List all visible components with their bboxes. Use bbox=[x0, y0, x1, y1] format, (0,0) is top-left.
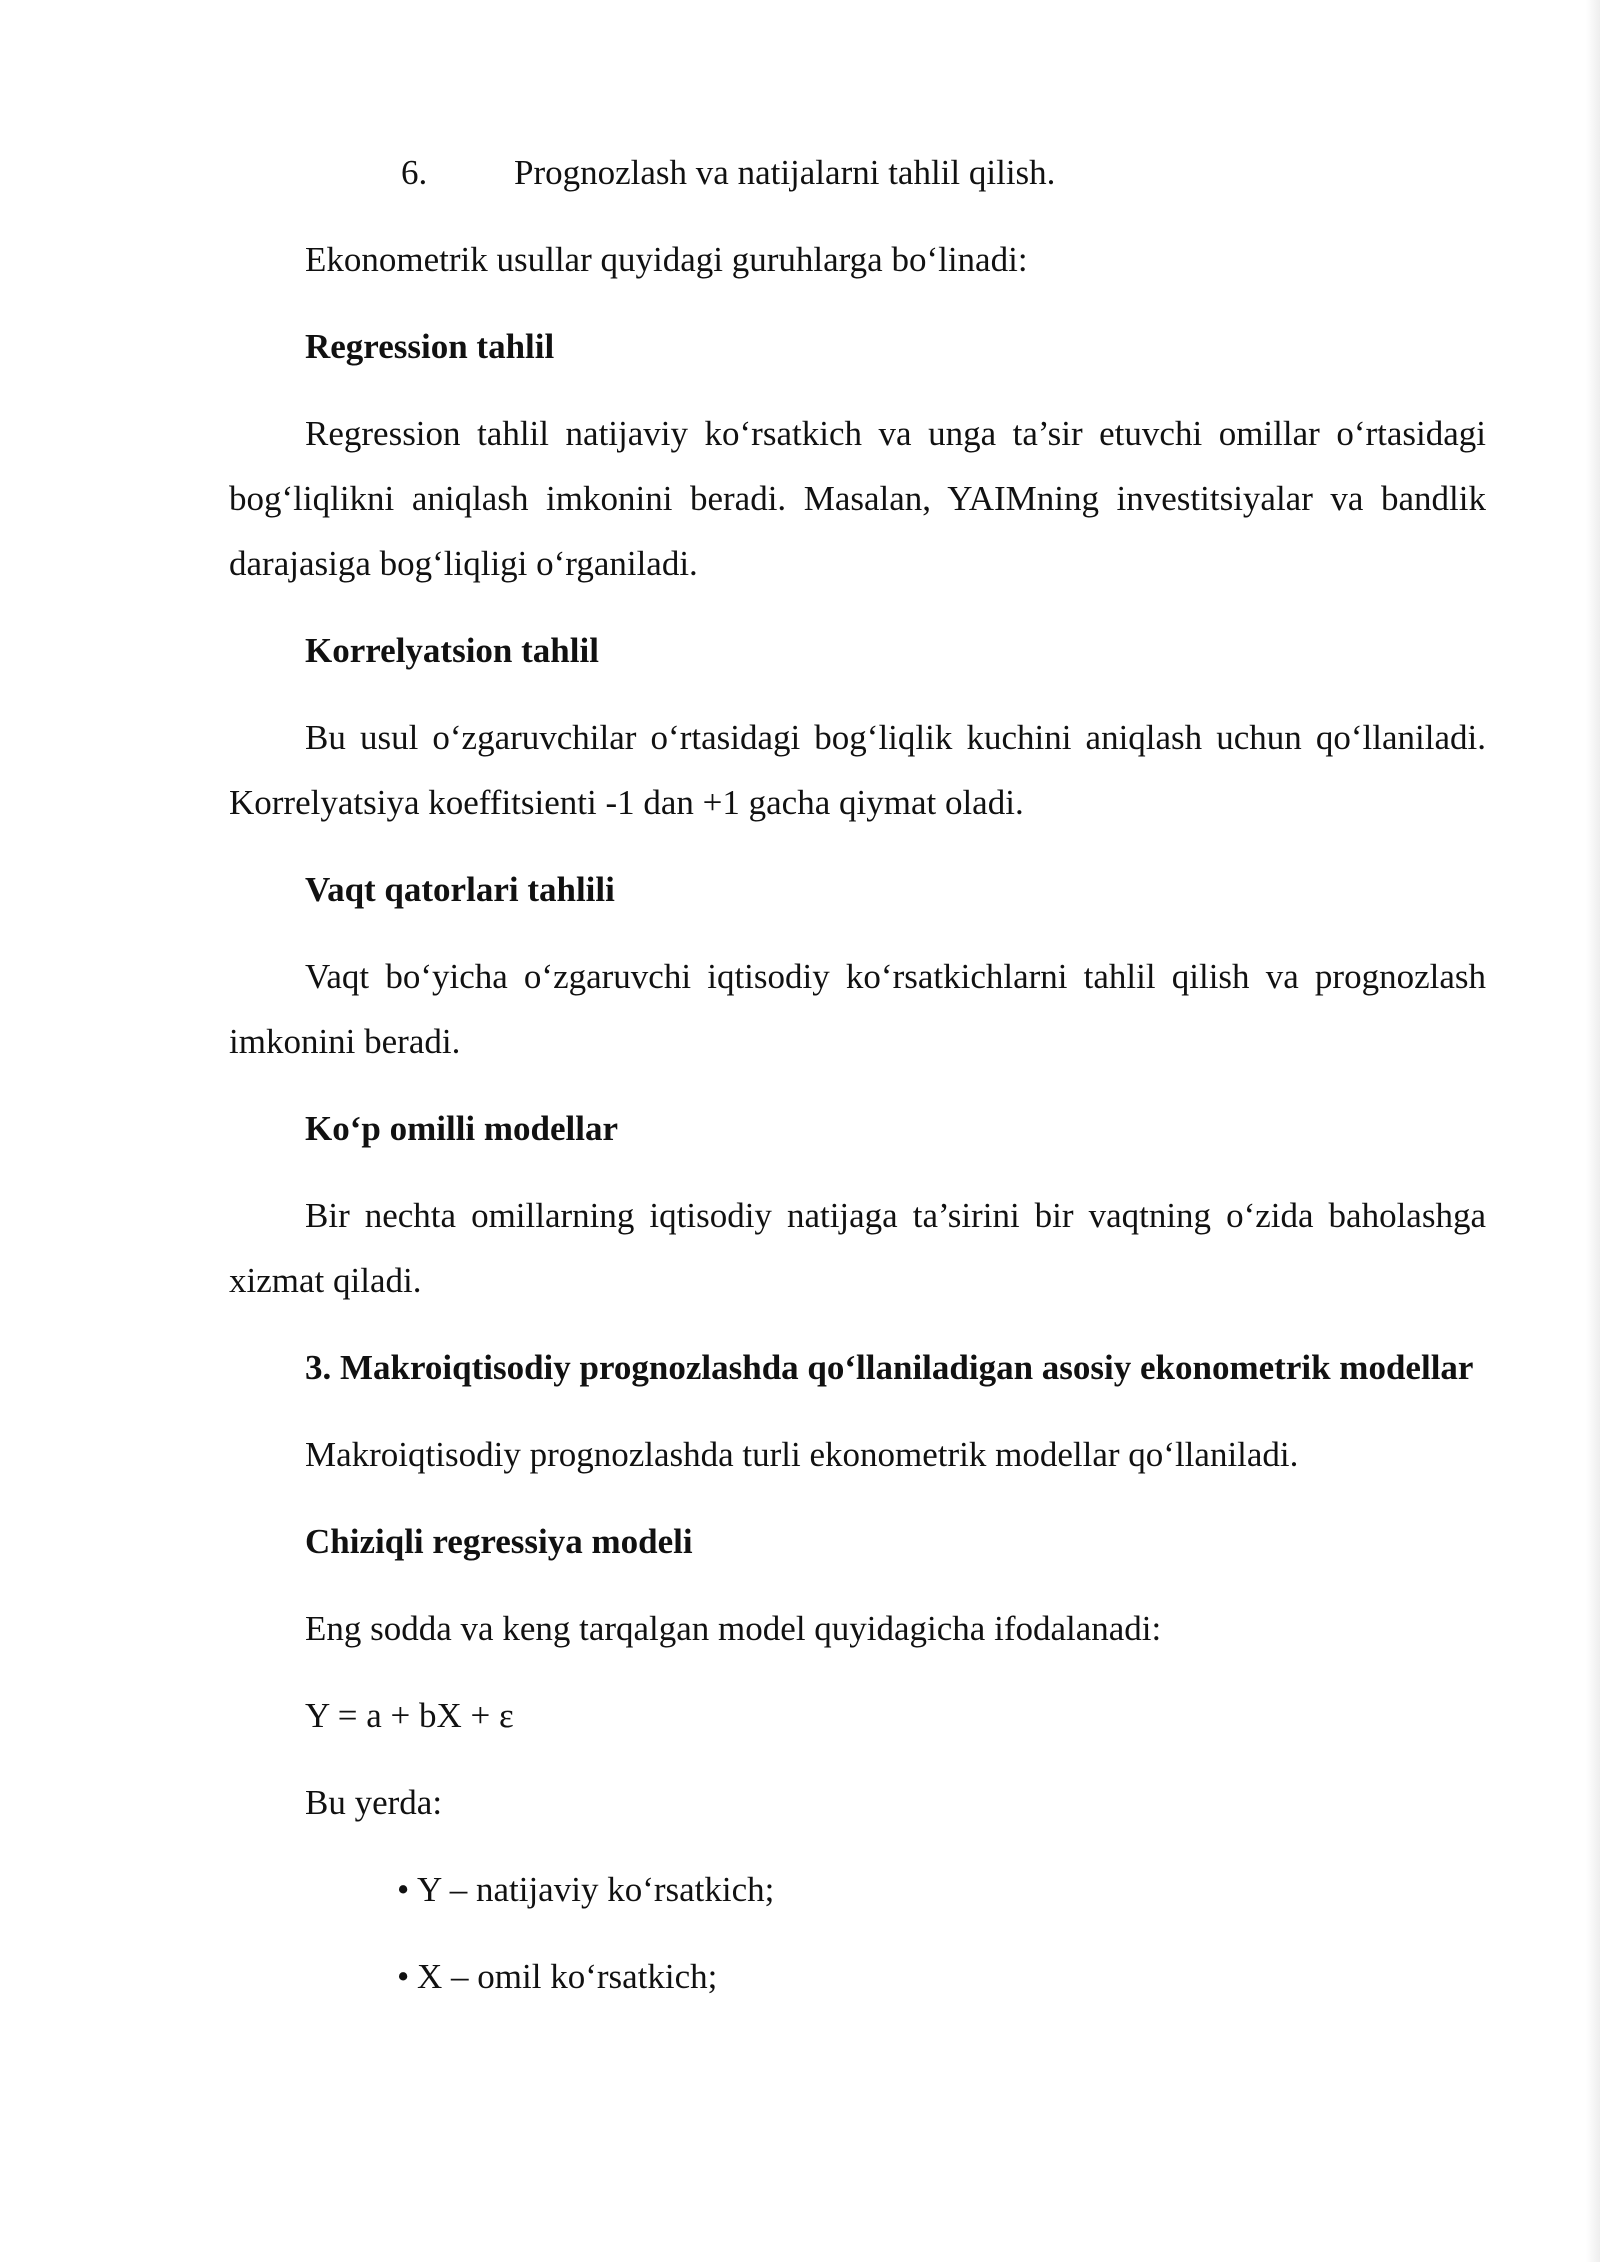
section-heading-correlation: Korrelyatsion tahlil bbox=[305, 631, 599, 670]
section-body-time-series: Vaqt bo‘yicha o‘zgaruvchi iqtisodiy ko‘rsatkichlarni tahlil qilish va prognozlash imkonini beradi. bbox=[229, 957, 1486, 1061]
section-body-regression: Regression tahlil natijaviy ko‘rsatkich va unga ta’sir etuvchi omillar o‘rtasidagi bog‘liqlikni aniqlash imkonini beradi. Masalan, YAIMning investitsiyalar va bandlik darajasiga bog‘liqligi o‘rganiladi. bbox=[229, 414, 1486, 583]
bullet-text: Y – natijaviy ko‘rsatkich; bbox=[417, 1870, 775, 1909]
numbered-list-item bbox=[229, 140, 1486, 205]
list-item-text: Prognozlash va natijalarni tahlil qilish. bbox=[514, 153, 1056, 192]
section-body-multifactor: Bir nechta omillarning iqtisodiy natijaga ta’sirini bir vaqtning o‘zida baholashga xizmat qiladi. bbox=[229, 1196, 1486, 1300]
section-heading-regression: Regression tahlil bbox=[305, 327, 555, 366]
regression-formula: Y = a + bX + ε bbox=[305, 1696, 514, 1735]
chapter-heading: 3. Makroiqtisodiy prognozlashda qo‘llaniladigan asosiy ekonometrik modellar bbox=[305, 1348, 1474, 1387]
chapter-intro-paragraph: Makroiqtisodiy prognozlashda turli ekonometrik modellar qo‘llaniladi. bbox=[305, 1435, 1299, 1474]
model-heading: Chiziqli regressiya modeli bbox=[305, 1522, 693, 1561]
model-intro-paragraph: Eng sodda va keng tarqalgan model quyidagicha ifodalanadi: bbox=[305, 1609, 1162, 1648]
section-heading-time-series: Vaqt qatorlari tahlili bbox=[305, 870, 615, 909]
where-label: Bu yerda: bbox=[305, 1783, 443, 1822]
section-body-correlation: Bu usul o‘zgaruvchilar o‘rtasidagi bog‘liqlik kuchini aniqlash uchun qo‘llaniladi. Korrelyatsiya koeffitsienti -1 dan +1 gacha qiymat oladi. bbox=[229, 718, 1486, 822]
bullet-dot: • bbox=[397, 1957, 410, 1996]
bullet-dot: • bbox=[397, 1870, 410, 1909]
bullet-item-x bbox=[229, 1944, 1486, 2009]
document-body bbox=[229, 140, 1486, 2031]
bullet-text: X – omil ko‘rsatkich; bbox=[417, 1957, 718, 1996]
bullet-item-y bbox=[229, 1857, 1486, 1922]
section-heading-multifactor: Ko‘p omilli modellar bbox=[305, 1109, 619, 1148]
page-edge-shadow bbox=[1586, 0, 1600, 2262]
list-item-number: 6. bbox=[401, 153, 428, 192]
intro-paragraph: Ekonometrik usullar quyidagi guruhlarga bo‘linadi: bbox=[305, 240, 1028, 279]
